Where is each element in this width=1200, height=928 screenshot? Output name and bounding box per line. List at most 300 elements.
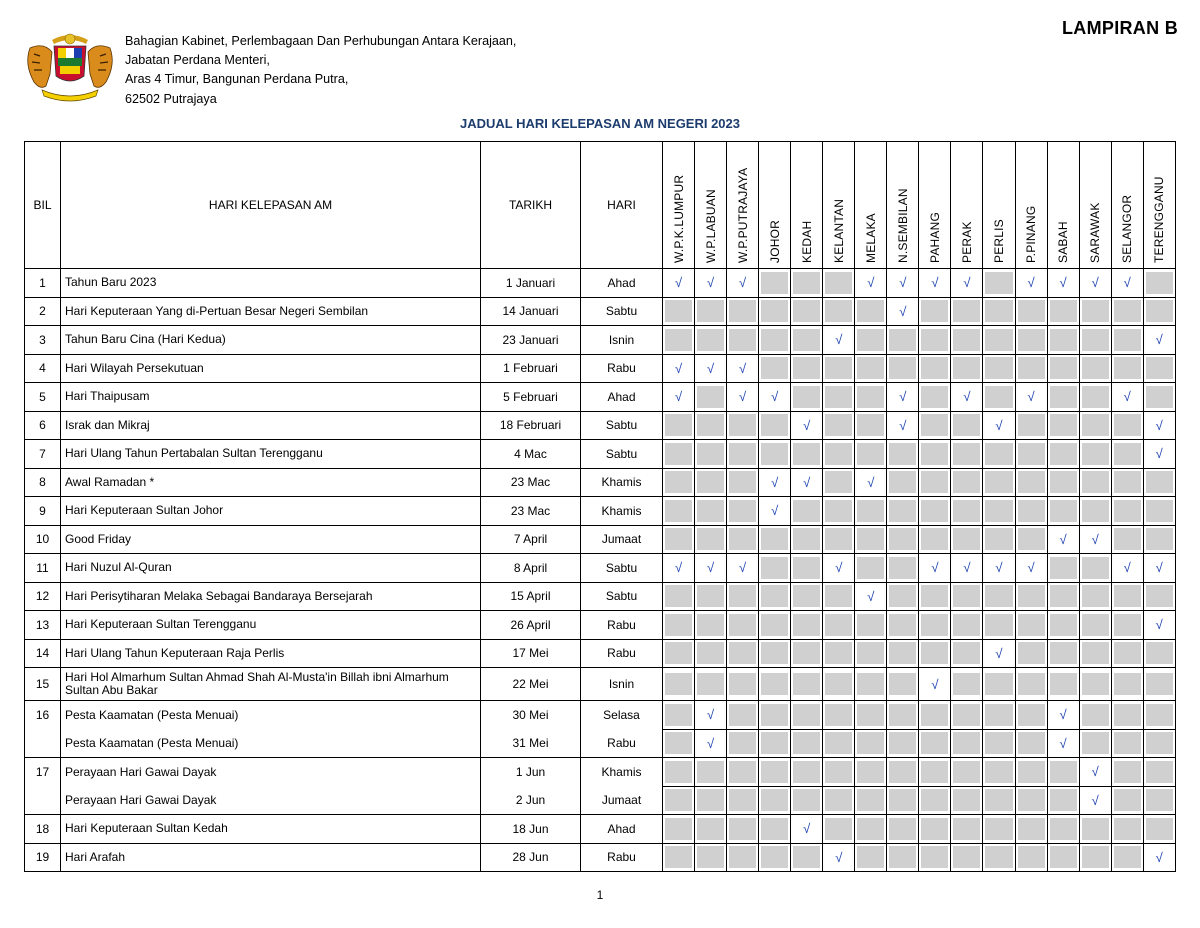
state-holiday-cell (727, 815, 759, 844)
shaded-cell (953, 329, 980, 351)
column-header-num: BIL (25, 142, 61, 269)
shaded-cell (1018, 732, 1045, 754)
state-holiday-cell (887, 497, 919, 526)
state-holiday-cell (1047, 411, 1079, 440)
holiday-date: 23 Januari (481, 326, 581, 355)
state-holiday-cell (1079, 786, 1111, 815)
state-holiday-cell (823, 701, 855, 730)
table-row (25, 758, 1176, 787)
shaded-cell (985, 846, 1012, 868)
shaded-cell (985, 386, 1012, 408)
shaded-cell (793, 789, 820, 811)
table-row (25, 668, 1176, 701)
shaded-cell (1114, 443, 1141, 465)
state-name-label: PERAK (959, 221, 974, 263)
shaded-cell (1082, 386, 1109, 408)
state-name-label: PAHANG (927, 212, 942, 263)
state-holiday-cell (1079, 411, 1111, 440)
shaded-cell (665, 789, 692, 811)
shaded-cell (761, 614, 788, 636)
shaded-cell (793, 357, 820, 379)
state-holiday-cell (1015, 701, 1047, 730)
state-holiday-cell (1143, 297, 1175, 326)
holiday-day: Khamis (581, 468, 663, 497)
shaded-cell (1050, 357, 1077, 379)
shaded-cell (857, 386, 884, 408)
shaded-cell (857, 642, 884, 664)
holiday-date: 18 Februari (481, 411, 581, 440)
state-holiday-cell (823, 326, 855, 355)
shaded-cell (921, 471, 948, 493)
column-header-state (663, 142, 695, 269)
shaded-cell (1018, 818, 1045, 840)
shaded-cell (889, 704, 916, 726)
row-number: 19 (25, 843, 61, 872)
annex-label: LAMPIRAN B (1062, 18, 1178, 38)
shaded-cell (1082, 642, 1109, 664)
state-holiday-cell (1143, 701, 1175, 730)
check-mark-icon: √ (1155, 560, 1163, 576)
shaded-cell (1082, 500, 1109, 522)
shaded-cell (697, 614, 724, 636)
state-holiday-cell (823, 411, 855, 440)
address-line: Bahagian Kabinet, Perlembagaan Dan Perhubungan Antara Kerajaan, (125, 34, 517, 48)
page-number: 1 (596, 888, 604, 902)
shaded-cell (857, 557, 884, 579)
state-holiday-cell (1047, 611, 1079, 640)
state-holiday-cell (1015, 668, 1047, 701)
state-holiday-cell (951, 269, 983, 298)
state-holiday-cell (695, 440, 727, 469)
shaded-cell (793, 846, 820, 868)
state-holiday-cell (951, 843, 983, 872)
state-holiday-cell (1047, 786, 1079, 815)
holiday-date: 1 Jun (481, 758, 581, 787)
state-holiday-cell (823, 729, 855, 758)
shaded-cell (1050, 818, 1077, 840)
column-header-state (727, 142, 759, 269)
state-holiday-cell (727, 326, 759, 355)
shaded-cell (889, 732, 916, 754)
row-number: 12 (25, 582, 61, 611)
state-holiday-cell (983, 440, 1015, 469)
shaded-cell (1146, 642, 1173, 664)
shaded-cell (697, 528, 724, 550)
shaded-cell (825, 761, 852, 783)
shaded-cell (953, 732, 980, 754)
column-header-state (1143, 142, 1175, 269)
holiday-day: Sabtu (581, 411, 663, 440)
column-header-state (695, 142, 727, 269)
holiday-name: Hari Hol Almarhum Sultan Ahmad Shah Al-Musta'in Billah ibni Almarhum Sultan Abu Bakar (61, 668, 481, 701)
state-holiday-cell (887, 582, 919, 611)
shaded-cell (1114, 528, 1141, 550)
state-holiday-cell (695, 468, 727, 497)
shaded-cell (1018, 673, 1045, 695)
state-holiday-cell (919, 440, 951, 469)
shaded-cell (761, 585, 788, 607)
shaded-cell (793, 761, 820, 783)
column-header-state (823, 142, 855, 269)
shaded-cell (665, 761, 692, 783)
state-holiday-cell (663, 639, 695, 668)
state-holiday-cell (1047, 326, 1079, 355)
shaded-cell (985, 818, 1012, 840)
state-holiday-cell (855, 383, 887, 412)
holiday-day: Rabu (581, 354, 663, 383)
state-holiday-cell (1079, 668, 1111, 701)
check-mark-icon: √ (739, 389, 747, 405)
shaded-cell (985, 272, 1012, 294)
shaded-cell (825, 704, 852, 726)
column-header-state (1047, 142, 1079, 269)
shaded-cell (825, 528, 852, 550)
state-holiday-cell (663, 383, 695, 412)
state-holiday-cell (1079, 582, 1111, 611)
state-holiday-cell (887, 468, 919, 497)
holiday-name: Perayaan Hari Gawai Dayak (61, 786, 481, 815)
shaded-cell (889, 614, 916, 636)
column-header-state (855, 142, 887, 269)
state-holiday-cell (983, 497, 1015, 526)
check-mark-icon: √ (835, 849, 843, 865)
row-number (25, 786, 61, 815)
shaded-cell (761, 528, 788, 550)
state-holiday-cell (727, 525, 759, 554)
state-holiday-cell (823, 269, 855, 298)
shaded-cell (857, 614, 884, 636)
shaded-cell (1146, 500, 1173, 522)
check-mark-icon: √ (1123, 389, 1131, 405)
holiday-name: Hari Keputeraan Sultan Terengganu (61, 611, 481, 640)
state-holiday-cell (951, 729, 983, 758)
shaded-cell (1050, 300, 1077, 322)
shaded-cell (825, 673, 852, 695)
table-body (25, 269, 1176, 872)
shaded-cell (729, 846, 756, 868)
shaded-cell (921, 585, 948, 607)
shaded-cell (953, 471, 980, 493)
shaded-cell (665, 818, 692, 840)
shaded-cell (793, 642, 820, 664)
row-number: 11 (25, 554, 61, 583)
table-row (25, 554, 1176, 583)
holiday-day: Ahad (581, 815, 663, 844)
state-holiday-cell (1047, 701, 1079, 730)
state-holiday-cell (1111, 554, 1143, 583)
shaded-cell (1146, 704, 1173, 726)
state-holiday-cell (855, 786, 887, 815)
state-holiday-cell (951, 815, 983, 844)
column-header-state (951, 142, 983, 269)
shaded-cell (1146, 471, 1173, 493)
column-header-state (919, 142, 951, 269)
table-row (25, 639, 1176, 668)
state-holiday-cell (1015, 729, 1047, 758)
shaded-cell (921, 528, 948, 550)
state-holiday-cell (887, 383, 919, 412)
state-holiday-cell (791, 383, 823, 412)
state-holiday-cell (1111, 758, 1143, 787)
shaded-cell (1050, 386, 1077, 408)
state-holiday-cell (1015, 525, 1047, 554)
holiday-day: Isnin (581, 326, 663, 355)
state-holiday-cell (1015, 497, 1047, 526)
state-holiday-cell (791, 411, 823, 440)
shaded-cell (1114, 357, 1141, 379)
state-holiday-cell (695, 843, 727, 872)
state-holiday-cell (791, 582, 823, 611)
shaded-cell (889, 357, 916, 379)
state-holiday-cell (951, 411, 983, 440)
state-holiday-cell (695, 701, 727, 730)
state-holiday-cell (1015, 815, 1047, 844)
shaded-cell (761, 357, 788, 379)
table-row (25, 729, 1176, 758)
shaded-cell (825, 818, 852, 840)
table-row (25, 440, 1176, 469)
state-holiday-cell (983, 326, 1015, 355)
state-holiday-cell (983, 611, 1015, 640)
state-holiday-cell (1015, 297, 1047, 326)
state-holiday-cell (823, 468, 855, 497)
state-holiday-cell (887, 639, 919, 668)
shaded-cell (889, 500, 916, 522)
state-holiday-cell (791, 525, 823, 554)
shaded-cell (1114, 300, 1141, 322)
state-holiday-cell (1047, 525, 1079, 554)
shaded-cell (1146, 673, 1173, 695)
state-holiday-cell (1047, 729, 1079, 758)
state-holiday-cell (855, 701, 887, 730)
state-holiday-cell (1015, 554, 1047, 583)
shaded-cell (857, 300, 884, 322)
state-holiday-cell (695, 269, 727, 298)
shaded-cell (857, 673, 884, 695)
shaded-cell (729, 528, 756, 550)
shaded-cell (953, 642, 980, 664)
shaded-cell (953, 761, 980, 783)
state-holiday-cell (791, 440, 823, 469)
state-holiday-cell (1015, 639, 1047, 668)
row-number: 15 (25, 668, 61, 701)
state-holiday-cell (663, 297, 695, 326)
holiday-date: 1 Januari (481, 269, 581, 298)
state-holiday-cell (919, 729, 951, 758)
table-row (25, 611, 1176, 640)
check-mark-icon: √ (1059, 275, 1067, 291)
table-row (25, 383, 1176, 412)
shaded-cell (697, 789, 724, 811)
shaded-cell (697, 329, 724, 351)
state-holiday-cell (791, 668, 823, 701)
state-holiday-cell (695, 582, 727, 611)
check-mark-icon: √ (1091, 275, 1099, 291)
state-holiday-cell (1143, 468, 1175, 497)
shaded-cell (985, 673, 1012, 695)
state-holiday-cell (887, 525, 919, 554)
shaded-cell (985, 528, 1012, 550)
shaded-cell (729, 500, 756, 522)
shaded-cell (697, 386, 724, 408)
check-mark-icon: √ (1027, 275, 1035, 291)
shaded-cell (729, 300, 756, 322)
shaded-cell (985, 585, 1012, 607)
shaded-cell (665, 528, 692, 550)
state-holiday-cell (1143, 668, 1175, 701)
state-holiday-cell (1047, 639, 1079, 668)
table-row (25, 843, 1176, 872)
state-holiday-cell (727, 701, 759, 730)
check-mark-icon: √ (771, 474, 779, 490)
state-holiday-cell (759, 269, 791, 298)
shaded-cell (1050, 443, 1077, 465)
holiday-day: Jumaat (581, 786, 663, 815)
shaded-cell (953, 357, 980, 379)
holiday-date: 1 Februari (481, 354, 581, 383)
state-holiday-cell (663, 354, 695, 383)
shaded-cell (729, 732, 756, 754)
state-holiday-cell (951, 701, 983, 730)
state-holiday-cell (695, 297, 727, 326)
state-holiday-cell (663, 411, 695, 440)
shaded-cell (1082, 846, 1109, 868)
state-holiday-cell (695, 411, 727, 440)
state-holiday-cell (759, 668, 791, 701)
state-holiday-cell (823, 758, 855, 787)
state-holiday-cell (759, 411, 791, 440)
shaded-cell (1114, 614, 1141, 636)
shaded-cell (921, 300, 948, 322)
state-holiday-cell (1143, 758, 1175, 787)
shaded-cell (825, 386, 852, 408)
state-holiday-cell (727, 729, 759, 758)
state-holiday-cell (983, 411, 1015, 440)
shaded-cell (1018, 414, 1045, 436)
check-mark-icon: √ (707, 735, 715, 751)
shaded-cell (729, 614, 756, 636)
shaded-cell (761, 414, 788, 436)
holiday-date: 22 Mei (481, 668, 581, 701)
check-mark-icon: √ (899, 303, 907, 319)
shaded-cell (761, 673, 788, 695)
state-holiday-cell (983, 843, 1015, 872)
state-holiday-cell (855, 440, 887, 469)
column-header-state (887, 142, 919, 269)
state-holiday-cell (855, 497, 887, 526)
shaded-cell (1050, 471, 1077, 493)
shaded-cell (825, 789, 852, 811)
state-holiday-cell (919, 701, 951, 730)
check-mark-icon: √ (707, 560, 715, 576)
state-holiday-cell (1111, 639, 1143, 668)
state-name-label: KEDAH (799, 220, 814, 263)
holiday-name: Hari Nuzul Al-Quran (61, 554, 481, 583)
row-number: 18 (25, 815, 61, 844)
shaded-cell (1018, 704, 1045, 726)
holiday-name: Awal Ramadan * (61, 468, 481, 497)
state-holiday-cell (695, 383, 727, 412)
state-holiday-cell (1047, 497, 1079, 526)
state-holiday-cell (1047, 354, 1079, 383)
shaded-cell (985, 443, 1012, 465)
state-holiday-cell (1079, 758, 1111, 787)
state-holiday-cell (855, 554, 887, 583)
state-holiday-cell (1047, 440, 1079, 469)
state-holiday-cell (1111, 269, 1143, 298)
state-holiday-cell (1143, 554, 1175, 583)
state-name-label: N.SEMBILAN (895, 188, 910, 263)
address-line: 62502 Putrajaya (125, 91, 217, 106)
state-holiday-cell (919, 525, 951, 554)
column-header-state (1015, 142, 1047, 269)
state-holiday-cell (1015, 582, 1047, 611)
state-holiday-cell (919, 582, 951, 611)
state-holiday-cell (727, 554, 759, 583)
shaded-cell (1018, 528, 1045, 550)
state-holiday-cell (983, 525, 1015, 554)
shaded-cell (1018, 300, 1045, 322)
row-number: 3 (25, 326, 61, 355)
check-mark-icon: √ (931, 676, 939, 692)
state-holiday-cell (663, 497, 695, 526)
state-holiday-cell (1143, 582, 1175, 611)
state-holiday-cell (1015, 468, 1047, 497)
state-holiday-cell (727, 297, 759, 326)
state-holiday-cell (887, 668, 919, 701)
shaded-cell (985, 789, 1012, 811)
state-name-label: PERLIS (991, 219, 1006, 263)
holiday-name: Tahun Baru 2023 (61, 269, 481, 298)
shaded-cell (729, 761, 756, 783)
shaded-cell (921, 761, 948, 783)
state-holiday-cell (855, 815, 887, 844)
shaded-cell (921, 443, 948, 465)
shaded-cell (697, 300, 724, 322)
check-mark-icon: √ (995, 417, 1003, 433)
shaded-cell (1114, 471, 1141, 493)
row-number: 14 (25, 639, 61, 668)
state-holiday-cell (919, 668, 951, 701)
shaded-cell (1082, 732, 1109, 754)
state-holiday-cell (695, 354, 727, 383)
state-holiday-cell (983, 582, 1015, 611)
shaded-cell (793, 732, 820, 754)
holiday-day: Sabtu (581, 554, 663, 583)
shaded-cell (793, 704, 820, 726)
state-holiday-cell (951, 497, 983, 526)
state-holiday-cell (759, 468, 791, 497)
holiday-name: Pesta Kaamatan (Pesta Menuai) (61, 729, 481, 758)
row-number: 2 (25, 297, 61, 326)
state-holiday-cell (919, 354, 951, 383)
state-holiday-cell (951, 383, 983, 412)
shaded-cell (665, 704, 692, 726)
state-holiday-cell (1143, 843, 1175, 872)
check-mark-icon: √ (1091, 764, 1099, 780)
state-holiday-cell (727, 497, 759, 526)
state-name-label: W.P.PUTRAJAYA (735, 167, 750, 263)
state-holiday-cell (887, 701, 919, 730)
shaded-cell (1050, 761, 1077, 783)
check-mark-icon: √ (674, 360, 683, 376)
shaded-cell (793, 585, 820, 607)
column-header-name: HARI KELEPASAN AM (61, 142, 481, 269)
check-mark-icon: √ (1027, 560, 1035, 576)
state-holiday-cell (663, 269, 695, 298)
state-holiday-cell (663, 554, 695, 583)
state-holiday-cell (1111, 525, 1143, 554)
